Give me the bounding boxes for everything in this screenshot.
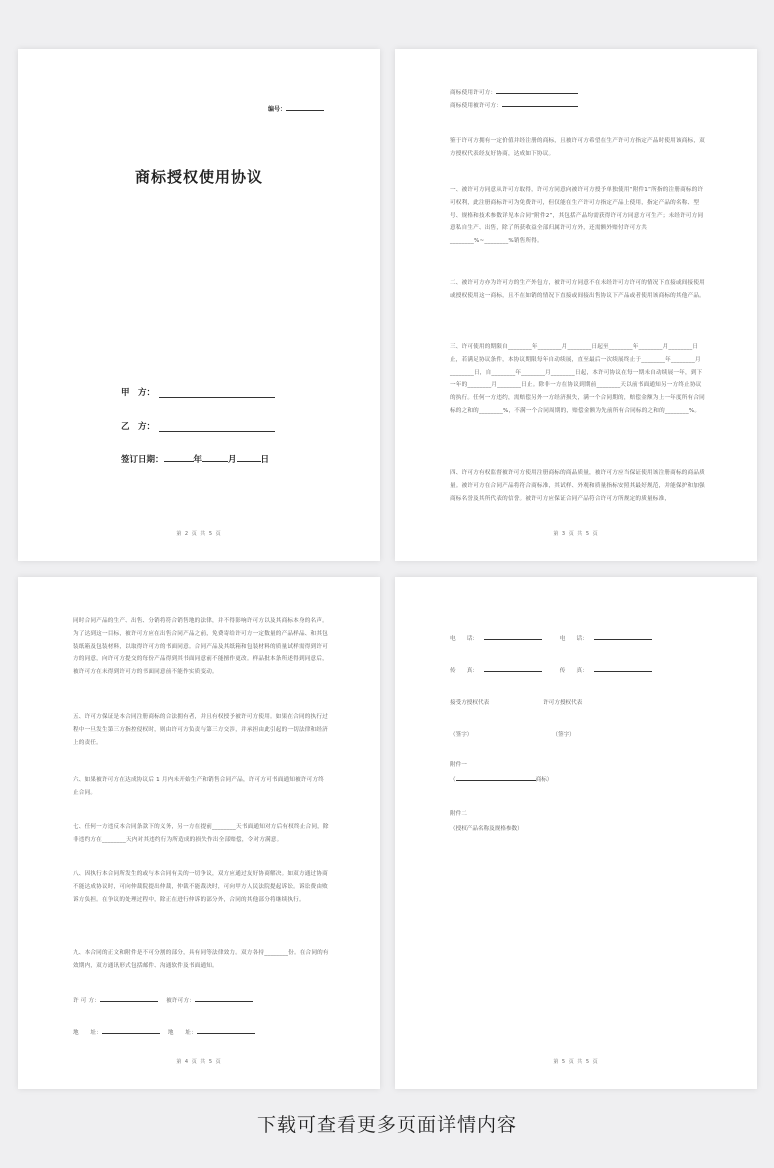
phone-row: 电 话： 电 话： (450, 634, 652, 642)
page-terms-3 (395, 577, 757, 1089)
page-footer: 第 3 页 共 5 页 (553, 531, 599, 537)
sign-date-row: 签订日期： 年 月 日 (121, 455, 270, 465)
attachment-1-label: 附件一 (450, 762, 467, 768)
clause-8: 八、因执行本合同所发生的或与本合同有关的一切争议，双方应通过友好协商解决。如双方通过协商不能达成协议时，可向仲裁院提出仲裁，仲裁不能裁决时，可向甲方人民法院提起诉讼。诉讼费由败诉方负担。在争议的处理过程中，除正在进行仲诉的部分外，合同的其他部分将继续执行。 (73, 871, 328, 903)
party-b-row (121, 420, 275, 432)
clause-continuation: 同时合同产品的生产、出售、分销将符合销售地的法律，并不得影响许可方以及其商标本身的名声。为了达到这一目标，被许可方应在出售合同产品之前，免费寄给许可方一定数量的产品样品、和其包装纸箱及包装材料，以取得许可方的书面同意。合同产品及其纸箱和包装材料的质量试样需得到许可方的同意，向许可方提交的每份产品得到其书面同意前不能擅作更改。样品批本条所述得到同意后，被许可方在未得到许可方的书面同意前不能作实质变动。 (73, 618, 328, 676)
page-title: 商标授权使用协议 (134, 168, 263, 186)
clause-6: 六、如果被许可方在达成协议后 1 月内未开始生产和销售合同产品，许可方可书面通知被许可方终止合同。 (73, 777, 325, 796)
contract-number: 编号： (268, 104, 324, 113)
clause-4: 四、许可方有权监督被许可方使用注册商标的商品质量，被许可方应当保证使用该注册商标的商品质量。被许可方在合同产品将符合商标准，其试样、外观和质量指标安照其最好规范，并能保护和加强商标名誉及其所代表的信誉。被许可方应保证合同产品符合许可方所规定的质量标准， (450, 470, 705, 502)
download-caption: 下载可查看更多页面详情内容 (256, 1114, 517, 1136)
signature-row: （签字） （签字） (450, 732, 575, 738)
page-footer: 第 4 页 共 5 页 (176, 1059, 222, 1065)
attachment-1-body: （ 商标） (450, 777, 553, 783)
page-footer: 第 2 页 共 5 页 (176, 531, 222, 537)
clause-9: 九、本合同的正文和附件是不可分割的部分，具有同等法律效力。双方各持________份。在合同的有效期内，双方通讯形式包括邮件、沟通软件及书面通知。 (73, 950, 329, 969)
fax-row: 传 真： 传 真： (450, 666, 652, 674)
page-footer: 第 5 页 共 5 页 (553, 1059, 599, 1065)
page-terms-1 (395, 49, 757, 561)
address-row: 地 址： 地 址： (73, 1027, 329, 1040)
licensor-row: 商标使用许可方： 商标使用被许可方： (450, 87, 710, 113)
party-b-label: 乙 方： (121, 422, 156, 432)
clause-5: 五、许可方保证是本合同注册商标的合法拥有者，并且有权授予被许可方使用。如果在合同的执行过程中一旦发生第三方指控侵权时，则由许可方负责与第三方交涉，并承担由此引起的一切法律和经济上的责任。 (73, 714, 328, 746)
signature-licensor-row: 许 可 方： 被许可方： (73, 995, 329, 1008)
clause-7: 七、任何一方违反本合同条款下的义务，另一方在提前________天书面通知对方后有权终止合同，除非违约方在________天内对其违约行为所造成的损失作出全部赔偿，令对方满意。 (73, 824, 329, 843)
preamble: 鉴于许可方拥有一定价值并经注册的商标，且被许可方希望在生产许可方指定产品时使用该商标，双方授权代表经友好协商，达成如下协议。 (450, 138, 705, 157)
clause-3: 三、许可使用的期限自________年________月________日起至________年________月________日止，若满足协议条件，本协议期限每年自动续展，直至最后一次续展终止于________年________月________日，自________年________月________日起，本许可协议在每一期未自动续展一年，到下一年的________月________日止。除非一方在协议到期前________天以前书面通知另一方终止协议的执行。任何一方违约，需赔偿另外一方经济损失，满一个合同期的，赔偿金额为上一年度所有合同标的之和的________%，不满一个合同周期的，赔偿金额为先前所有合同标的之和的________%。 (450, 344, 705, 414)
representative-row: 接受方授权代表 许可方授权代表 (450, 700, 583, 706)
attachment-2-label: 附件二 (450, 811, 467, 817)
page-cover (18, 49, 380, 561)
clause-2: 二、被许可方亦为许可方的生产外包方，被许可方同意不在未经许可方许可的情况下直接或间接使用或授权使用这一商标，且不在如销的情况下直接或间接出售协议下产品或者使用该商标的其他产品。 (450, 280, 705, 299)
clause-1: 一、被许可方同意从许可方取得，许可方同意向被许可方授予单独使用“附件1”所指的注册商标的许可权利，此注册商标许可为免费许可，但仅能在生产许可方指定产品上使用，指定产品的名称、型号、规格和技术参数详见本合同“附件2”，其包括产品均需获得许可方同意方可生产；未经许可方同意私自生产、出售，除了所获收益全部归属许可方外，还需额外赔付许可方共________%~________%销售所得。 (450, 187, 704, 245)
attachment-2-body: （授权产品名称及规格参数） (450, 826, 523, 832)
party-a-label: 甲 方： (121, 388, 156, 398)
party-a-row (121, 386, 275, 398)
page-terms-2 (18, 577, 380, 1089)
